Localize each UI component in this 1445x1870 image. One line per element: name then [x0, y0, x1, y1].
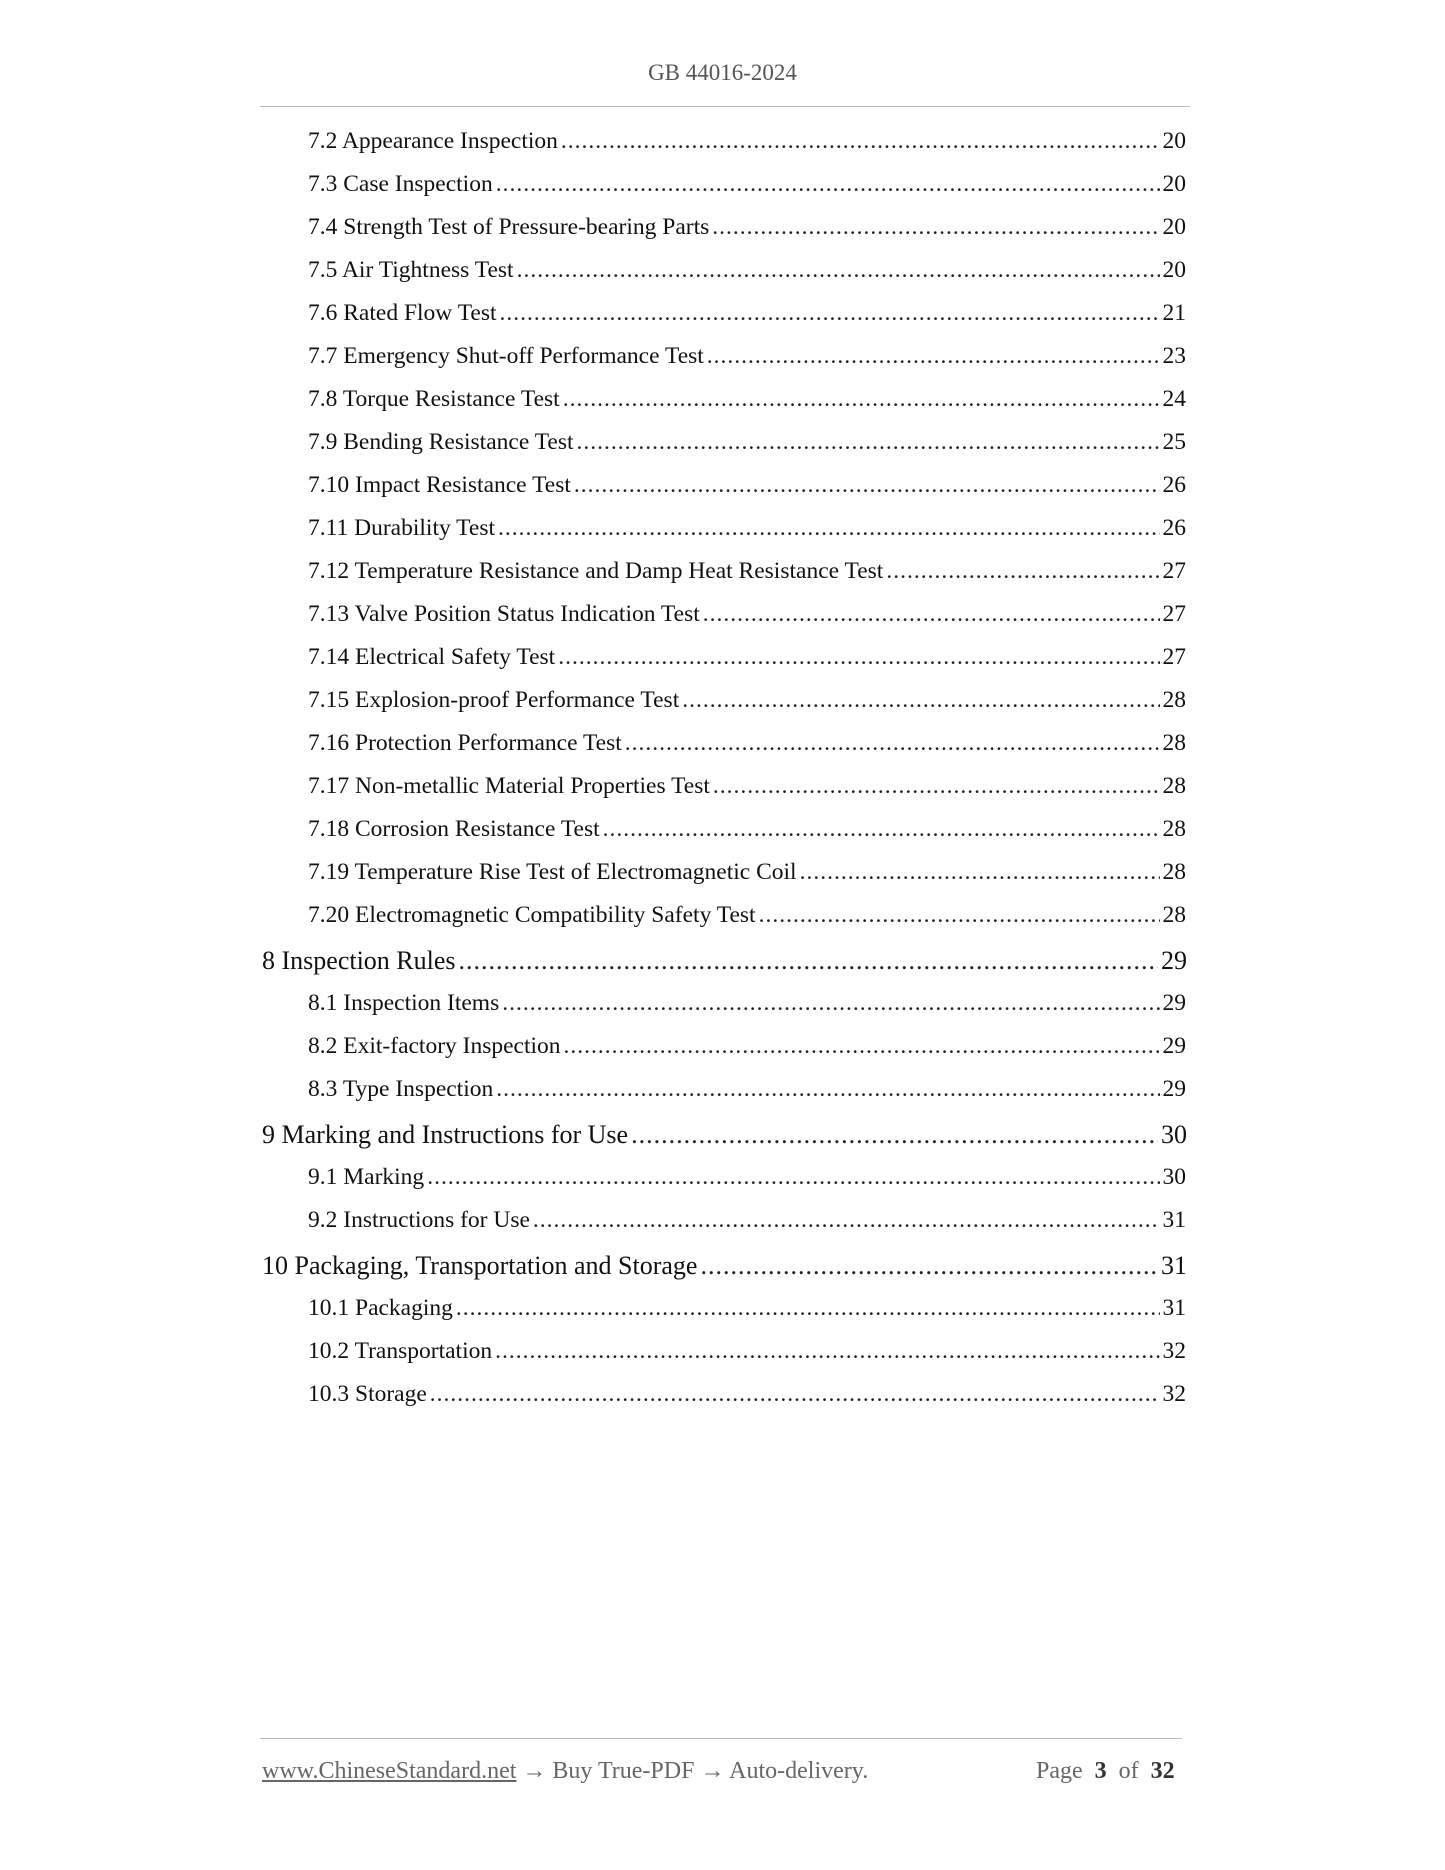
toc-entry-title: 7.4 Strength Test of Pressure-bearing Parts: [308, 214, 710, 240]
toc-entry-title: 7.12 Temperature Resistance and Damp Heat Resistance Test: [308, 558, 884, 584]
document-code: GB 44016-2024: [648, 60, 797, 85]
toc-entry-title: 7.20 Electromagnetic Compatibility Safety Test: [308, 902, 756, 928]
toc-entry-title: 10.3 Storage: [308, 1381, 427, 1407]
toc-dot-leader: [682, 687, 1159, 714]
toc-dot-leader: [459, 946, 1158, 976]
toc-entry-page-number: 28: [1162, 816, 1186, 842]
toc-dot-leader: [430, 1381, 1160, 1408]
page-label: Page: [1036, 1758, 1083, 1784]
toc-entry-title: 7.6 Rated Flow Test: [308, 300, 497, 326]
toc-dot-leader: [456, 1295, 1160, 1322]
toc-dot-leader: [700, 1251, 1158, 1281]
toc-section-entry[interactable]: [308, 386, 1186, 413]
toc-dot-leader: [574, 472, 1160, 499]
toc-entry-title: 7.7 Emergency Shut-off Performance Test: [308, 343, 704, 369]
toc-entry-title: 7.18 Corrosion Resistance Test: [308, 816, 600, 842]
current-page-number: 3: [1094, 1758, 1107, 1784]
toc-entry-title: 7.5 Air Tightness Test: [308, 257, 514, 283]
toc-entry-title: 7.16 Protection Performance Test: [308, 730, 622, 756]
toc-section-entry[interactable]: [308, 644, 1186, 671]
toc-dot-leader: [712, 214, 1159, 241]
toc-section-entry[interactable]: [308, 1164, 1186, 1191]
toc-section-entry[interactable]: [308, 1033, 1186, 1060]
toc-section-entry[interactable]: [308, 730, 1186, 757]
toc-dot-leader: [533, 1207, 1160, 1234]
toc-dot-leader: [500, 300, 1160, 327]
toc-section-entry[interactable]: [308, 171, 1186, 198]
toc-entry-title: 7.8 Torque Resistance Test: [308, 386, 560, 412]
toc-entry-title: 7.13 Valve Position Status Indication Test: [308, 601, 700, 627]
toc-entry-title: 10.2 Transportation: [308, 1338, 493, 1364]
toc-section-entry[interactable]: [308, 773, 1186, 800]
toc-dot-leader: [886, 558, 1159, 585]
arrow-right-icon: →: [700, 1758, 725, 1784]
toc-section-entry[interactable]: [308, 257, 1186, 284]
toc-section-entry[interactable]: [308, 300, 1186, 327]
toc-dot-leader: [631, 1120, 1158, 1150]
buy-text: Buy True-PDF: [552, 1758, 695, 1784]
toc-section-entry[interactable]: [308, 990, 1186, 1017]
toc-entry-page-number: 20: [1162, 171, 1186, 197]
toc-dot-leader: [496, 1076, 1159, 1103]
toc-dot-leader: [563, 386, 1160, 413]
toc-section-entry[interactable]: [308, 687, 1186, 714]
toc-entry-title: 7.15 Explosion-proof Performance Test: [308, 687, 680, 713]
toc-entry-page-number: 20: [1162, 214, 1186, 240]
toc-section-entry[interactable]: [308, 1381, 1186, 1408]
toc-entry-page-number: 27: [1162, 601, 1186, 627]
toc-entry-title: 8.2 Exit-factory Inspection: [308, 1033, 561, 1059]
toc-entry-page-number: 28: [1162, 687, 1186, 713]
toc-entry-page-number: 20: [1162, 257, 1186, 283]
toc-entry-page-number: 29: [1162, 990, 1186, 1016]
toc-entry-title: 7.17 Non-metallic Material Properties Test: [308, 773, 710, 799]
toc-section-entry[interactable]: [308, 1207, 1186, 1234]
toc-entry-page-number: 31: [1162, 1295, 1186, 1321]
toc-dot-leader: [561, 128, 1160, 155]
toc-entry-page-number: 29: [1162, 1076, 1186, 1102]
toc-entry-title: 8.1 Inspection Items: [308, 990, 500, 1016]
toc-entry-page-number: 32: [1162, 1338, 1186, 1364]
toc-dot-leader: [502, 990, 1159, 1017]
toc-entry-page-number: 31: [1162, 1207, 1186, 1233]
toc-entry-page-number: 30: [1161, 1120, 1187, 1149]
toc-entry-page-number: 28: [1162, 902, 1186, 928]
toc-section-entry[interactable]: [308, 601, 1186, 628]
toc-entry-title: 9.2 Instructions for Use: [308, 1207, 530, 1233]
toc-entry-title: 8 Inspection Rules: [262, 946, 456, 975]
toc-dot-leader: [800, 859, 1160, 886]
toc-entry-page-number: 30: [1162, 1164, 1186, 1190]
toc-entry-page-number: 25: [1162, 429, 1186, 455]
toc-entry-page-number: 28: [1162, 859, 1186, 885]
footer-divider: [260, 1738, 1182, 1739]
footer-promo: [262, 1758, 868, 1785]
toc-entry-page-number: 20: [1162, 128, 1186, 154]
toc-entry-page-number: 32: [1162, 1381, 1186, 1407]
toc-section-entry[interactable]: [308, 214, 1186, 241]
toc-section-entry[interactable]: [308, 1295, 1186, 1322]
toc-section-entry[interactable]: [308, 128, 1186, 155]
toc-entry-page-number: 26: [1162, 515, 1186, 541]
toc-entry-title: 7.2 Appearance Inspection: [308, 128, 558, 154]
toc-entry-title: 7.19 Temperature Rise Test of Electromagnetic Coil: [308, 859, 797, 885]
delivery-text: Auto-delivery.: [729, 1758, 869, 1784]
toc-chapter-entry[interactable]: [262, 946, 1187, 976]
toc-section-entry[interactable]: [308, 558, 1186, 585]
toc-dot-leader: [759, 902, 1160, 929]
toc-dot-leader: [703, 601, 1160, 628]
toc-section-entry[interactable]: [308, 859, 1186, 886]
website-link[interactable]: www.ChineseStandard.net: [262, 1758, 517, 1784]
toc-dot-leader: [517, 257, 1160, 284]
toc-entry-title: 7.3 Case Inspection: [308, 171, 493, 197]
toc-entry-title: 7.11 Durability Test: [308, 515, 495, 541]
toc-entry-page-number: 29: [1161, 946, 1187, 975]
total-pages-number: 32: [1150, 1758, 1175, 1784]
toc-section-entry[interactable]: [308, 472, 1186, 499]
toc-entry-page-number: 21: [1162, 300, 1186, 326]
toc-section-entry[interactable]: [308, 816, 1186, 843]
toc-entry-page-number: 29: [1162, 1033, 1186, 1059]
toc-dot-leader: [625, 730, 1160, 757]
toc-entry-page-number: 28: [1162, 730, 1186, 756]
toc-chapter-entry[interactable]: [262, 1120, 1187, 1150]
toc-section-entry[interactable]: [308, 343, 1186, 370]
toc-dot-leader: [603, 816, 1160, 843]
toc-dot-leader: [713, 773, 1160, 800]
toc-dot-leader: [564, 1033, 1160, 1060]
toc-entry-title: 10.1 Packaging: [308, 1295, 453, 1321]
toc-entry-title: 9 Marking and Instructions for Use: [262, 1120, 629, 1149]
page-indicator: [1036, 1758, 1175, 1785]
toc-section-entry[interactable]: [308, 902, 1186, 929]
toc-dot-leader: [427, 1164, 1159, 1191]
toc-dot-leader: [498, 515, 1160, 542]
toc-entry-page-number: 27: [1162, 644, 1186, 670]
toc-entry-page-number: 23: [1162, 343, 1186, 369]
toc-section-entry[interactable]: [308, 429, 1186, 456]
toc-section-entry[interactable]: [308, 1076, 1186, 1103]
toc-entry-title: 8.3 Type Inspection: [308, 1076, 494, 1102]
toc-dot-leader: [707, 343, 1160, 370]
toc-section-entry[interactable]: [308, 1338, 1186, 1365]
toc-dot-leader: [496, 171, 1160, 198]
toc-entry-title: 7.9 Bending Resistance Test: [308, 429, 574, 455]
toc-entry-page-number: 28: [1162, 773, 1186, 799]
toc-dot-leader: [558, 644, 1159, 671]
toc-dot-leader: [577, 429, 1160, 456]
toc-entry-page-number: 26: [1162, 472, 1186, 498]
of-label: of: [1118, 1758, 1139, 1784]
toc-entry-page-number: 31: [1161, 1251, 1187, 1280]
toc-chapter-entry[interactable]: [262, 1251, 1187, 1281]
toc-entry-page-number: 24: [1162, 386, 1186, 412]
toc-entry-title: 9.1 Marking: [308, 1164, 425, 1190]
toc-entry-title: 7.10 Impact Resistance Test: [308, 472, 571, 498]
toc-entry-title: 10 Packaging, Transportation and Storage: [262, 1251, 698, 1280]
toc-dot-leader: [495, 1338, 1159, 1365]
toc-entry-title: 7.14 Electrical Safety Test: [308, 644, 556, 670]
toc-section-entry[interactable]: [308, 515, 1186, 542]
arrow-right-icon: →: [522, 1758, 547, 1784]
toc-entry-page-number: 27: [1162, 558, 1186, 584]
